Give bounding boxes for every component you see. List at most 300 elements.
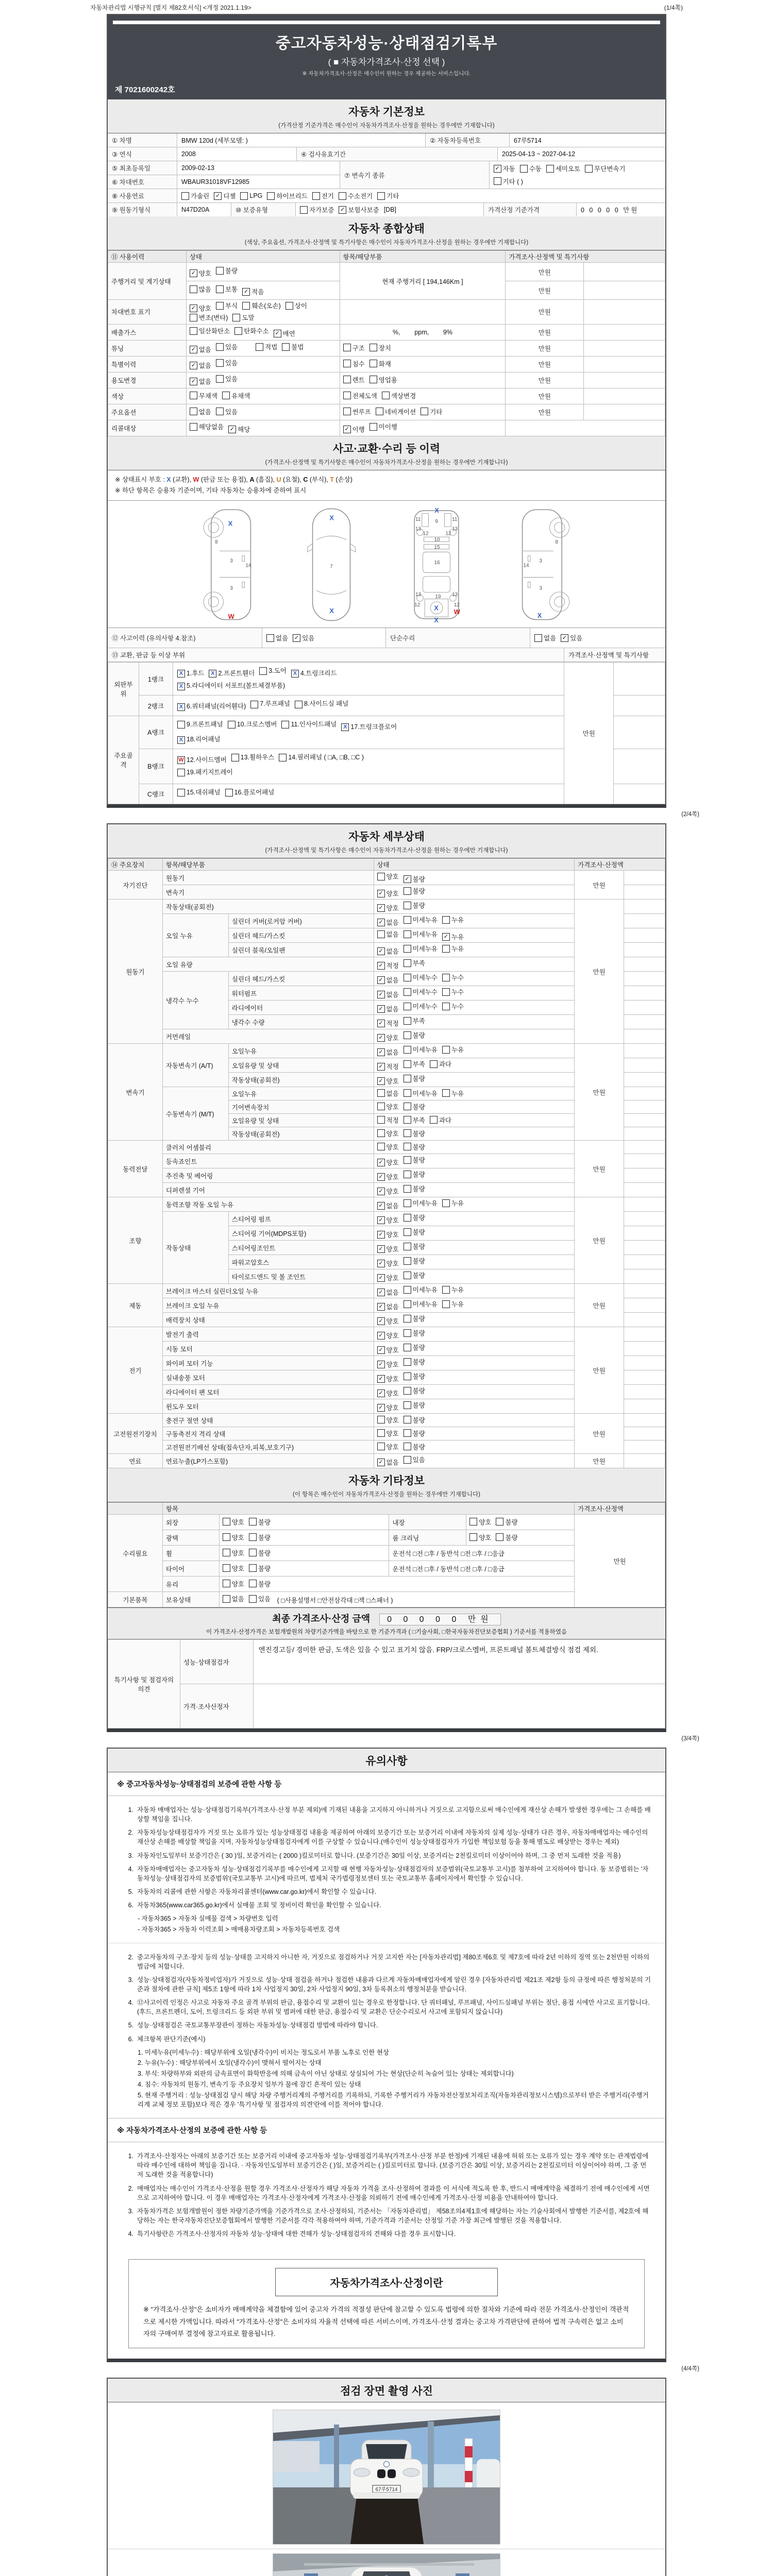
checkbox-icon[interactable] (469, 1533, 477, 1541)
panel-item[interactable] (250, 698, 290, 710)
checkbox-option[interactable] (377, 1076, 399, 1086)
checkbox-icon[interactable] (279, 754, 287, 761)
checkbox-option[interactable] (442, 944, 464, 953)
checkbox-icon[interactable]: ✓ (377, 1245, 385, 1253)
checkbox-option[interactable] (214, 191, 236, 200)
checkbox-icon[interactable] (216, 343, 224, 351)
checkbox-icon[interactable] (216, 408, 224, 415)
checkbox-icon[interactable] (242, 302, 250, 310)
checkbox-option[interactable] (223, 1533, 244, 1542)
checkbox-option[interactable] (377, 1115, 399, 1125)
checkbox-icon[interactable] (404, 1060, 411, 1068)
checkbox-option[interactable] (494, 177, 523, 186)
checkbox-icon[interactable] (377, 873, 385, 880)
checkbox-icon[interactable] (404, 887, 411, 895)
checkbox-option[interactable] (496, 1517, 517, 1527)
checkbox-option[interactable] (377, 961, 399, 970)
checkbox-icon[interactable] (256, 343, 263, 351)
checkbox-icon[interactable] (295, 701, 303, 708)
checkbox-option[interactable] (377, 872, 399, 881)
checkbox-icon[interactable] (421, 408, 428, 415)
checkbox-option[interactable] (382, 391, 416, 400)
checkbox-icon[interactable] (369, 344, 377, 351)
checkbox-icon[interactable]: ✓ (377, 1231, 385, 1239)
checkbox-option[interactable] (377, 1033, 399, 1042)
checkbox-icon[interactable] (281, 721, 289, 728)
checkbox-icon[interactable] (442, 1089, 450, 1097)
checkbox-icon[interactable] (404, 1103, 411, 1110)
checkbox-icon[interactable] (216, 359, 224, 367)
checkbox-icon[interactable] (534, 634, 542, 642)
checkbox-option[interactable] (377, 1089, 399, 1098)
checkbox-icon[interactable] (404, 902, 411, 909)
checkbox-option[interactable] (377, 946, 399, 956)
checkbox-icon[interactable] (249, 1518, 257, 1526)
checkbox-icon[interactable] (369, 376, 377, 383)
checkbox-icon[interactable] (442, 1046, 450, 1054)
checkbox-icon[interactable]: ✓ (377, 1077, 385, 1085)
checkbox-icon[interactable]: ✓ (377, 991, 385, 998)
checkbox-option[interactable] (228, 425, 250, 434)
checkbox-option[interactable] (377, 1302, 399, 1311)
checkbox-icon[interactable] (404, 1429, 411, 1437)
panel-item[interactable] (177, 701, 246, 713)
checkbox-icon[interactable] (216, 302, 224, 310)
checkbox-icon[interactable]: X (177, 703, 185, 711)
checkbox-option[interactable] (585, 164, 625, 173)
panel-item[interactable] (231, 752, 275, 764)
checkbox-option[interactable] (404, 944, 438, 953)
checkbox-option[interactable] (232, 313, 254, 322)
checkbox-icon[interactable] (382, 392, 390, 399)
checkbox-icon[interactable] (190, 392, 197, 399)
checkbox-option[interactable] (343, 425, 365, 434)
checkbox-icon[interactable]: ✓ (214, 192, 222, 200)
checkbox-option[interactable] (300, 205, 334, 214)
checkbox-option[interactable] (190, 326, 230, 335)
checkbox-icon[interactable] (343, 408, 351, 415)
checkbox-option[interactable] (404, 1270, 425, 1280)
checkbox-option[interactable] (190, 377, 211, 386)
checkbox-icon[interactable]: ✓ (190, 362, 197, 369)
checkbox-icon[interactable] (312, 192, 320, 200)
checkbox-icon[interactable]: ✓ (377, 1063, 385, 1071)
checkbox-icon[interactable]: ✓ (377, 1361, 385, 1368)
panel-item[interactable] (177, 767, 233, 779)
panel-item[interactable] (341, 721, 397, 734)
checkbox-option[interactable] (249, 1533, 271, 1542)
checkbox-option[interactable] (404, 1002, 438, 1011)
checkbox-option[interactable] (377, 1442, 399, 1451)
checkbox-icon[interactable]: X (291, 670, 299, 677)
checkbox-option[interactable] (369, 375, 397, 384)
checkbox-icon[interactable]: X (341, 723, 349, 731)
checkbox-icon[interactable] (222, 392, 230, 399)
checkbox-option[interactable] (274, 329, 295, 338)
checkbox-option[interactable] (421, 407, 442, 416)
checkbox-icon[interactable] (223, 1518, 230, 1526)
checkbox-option[interactable] (377, 1388, 399, 1398)
checkbox-icon[interactable] (216, 375, 224, 383)
checkbox-option[interactable] (377, 1458, 399, 1467)
checkbox-icon[interactable]: X (177, 670, 185, 677)
checkbox-icon[interactable] (404, 1329, 411, 1337)
checkbox-icon[interactable]: ✓ (377, 1404, 385, 1412)
checkbox-option[interactable] (181, 191, 209, 200)
checkbox-icon[interactable] (190, 423, 197, 431)
checkbox-option[interactable] (216, 284, 238, 294)
checkbox-option[interactable] (404, 1115, 425, 1125)
checkbox-option[interactable] (404, 1155, 425, 1164)
checkbox-icon[interactable] (249, 1595, 257, 1603)
checkbox-icon[interactable] (404, 1089, 411, 1097)
checkbox-option[interactable] (216, 301, 238, 310)
checkbox-icon[interactable]: ✓ (293, 634, 300, 642)
panel-item[interactable] (279, 752, 364, 764)
checkbox-icon[interactable] (250, 701, 258, 708)
checkbox-icon[interactable] (404, 916, 411, 924)
checkbox-icon[interactable]: ✓ (190, 346, 197, 353)
checkbox-option[interactable] (267, 191, 307, 200)
checkbox-option[interactable] (442, 987, 464, 996)
checkbox-icon[interactable] (240, 192, 248, 200)
checkbox-option[interactable] (223, 1517, 244, 1527)
checkbox-icon[interactable] (339, 192, 346, 200)
checkbox-option[interactable] (343, 375, 365, 384)
checkbox-icon[interactable] (377, 1089, 385, 1097)
checkbox-option[interactable] (404, 901, 425, 910)
checkbox-icon[interactable]: ✓ (377, 919, 385, 926)
checkbox-icon[interactable] (404, 1031, 411, 1039)
checkbox-icon[interactable] (190, 314, 197, 321)
checkbox-icon[interactable]: ✓ (377, 1317, 385, 1325)
checkbox-icon[interactable]: ✓ (377, 976, 385, 984)
checkbox-icon[interactable] (520, 165, 528, 173)
checkbox-option[interactable] (404, 1285, 438, 1294)
checkbox-option[interactable] (404, 915, 438, 924)
checkbox-option[interactable] (377, 1403, 399, 1412)
checkbox-icon[interactable] (223, 1595, 230, 1603)
checkbox-icon[interactable]: X (209, 670, 216, 677)
checkbox-icon[interactable]: ✓ (442, 933, 450, 941)
checkbox-option[interactable] (377, 1201, 399, 1210)
checkbox-icon[interactable] (300, 206, 308, 214)
panel-item[interactable] (177, 680, 285, 692)
checkbox-icon[interactable] (442, 974, 450, 981)
checkbox-icon[interactable]: ✓ (228, 426, 236, 433)
checkbox-icon[interactable] (404, 1075, 411, 1082)
checkbox-option[interactable] (190, 407, 211, 416)
checkbox-icon[interactable] (223, 1533, 230, 1541)
checkbox-icon[interactable] (442, 1003, 450, 1010)
checkbox-option[interactable] (404, 1059, 425, 1069)
checkbox-option[interactable] (249, 1594, 271, 1603)
checkbox-option[interactable] (339, 191, 373, 200)
checkbox-icon[interactable]: ✓ (377, 1048, 385, 1056)
checkbox-icon[interactable] (404, 1003, 411, 1010)
checkbox-option[interactable] (369, 343, 391, 352)
checkbox-icon[interactable]: ✓ (377, 947, 385, 955)
checkbox-option[interactable] (343, 391, 377, 400)
checkbox-option[interactable] (190, 303, 211, 313)
checkbox-icon[interactable] (404, 1286, 411, 1294)
checkbox-option[interactable] (377, 1004, 399, 1013)
checkbox-option[interactable] (404, 1089, 438, 1098)
checkbox-option[interactable] (234, 326, 268, 335)
checkbox-option[interactable] (377, 191, 399, 200)
checkbox-option[interactable] (223, 1548, 244, 1557)
checkbox-option[interactable] (377, 1172, 399, 1181)
checkbox-option[interactable] (430, 1059, 451, 1069)
checkbox-icon[interactable] (377, 1443, 385, 1450)
checkbox-option[interactable] (249, 1564, 271, 1573)
checkbox-option[interactable] (240, 192, 262, 200)
checkbox-icon[interactable]: ✓ (377, 1005, 385, 1013)
checkbox-option[interactable] (442, 1299, 464, 1309)
checkbox-icon[interactable] (404, 945, 411, 953)
panel-item[interactable] (177, 754, 227, 767)
checkbox-option[interactable] (404, 1016, 425, 1025)
checkbox-option[interactable] (404, 1442, 425, 1451)
checkbox-icon[interactable] (343, 360, 351, 367)
checkbox-option[interactable] (377, 1374, 399, 1383)
checkbox-icon[interactable] (404, 1171, 411, 1178)
checkbox-icon[interactable] (377, 1116, 385, 1124)
checkbox-option[interactable] (216, 374, 238, 383)
checkbox-option[interactable] (312, 191, 334, 200)
checkbox-icon[interactable] (404, 988, 411, 996)
checkbox-icon[interactable] (404, 1372, 411, 1380)
checkbox-icon[interactable]: ✓ (377, 1332, 385, 1340)
checkbox-icon[interactable]: ✓ (377, 1216, 385, 1224)
checkbox-icon[interactable] (404, 1156, 411, 1164)
checkbox-option[interactable] (520, 164, 542, 173)
checkbox-option[interactable] (216, 407, 238, 416)
checkbox-icon[interactable] (404, 1358, 411, 1366)
checkbox-option[interactable] (377, 1273, 399, 1282)
checkbox-icon[interactable] (343, 392, 351, 399)
checkbox-option[interactable] (469, 1517, 491, 1527)
checkbox-icon[interactable] (377, 1416, 385, 1423)
checkbox-option[interactable] (377, 889, 399, 898)
checkbox-option[interactable] (442, 915, 464, 924)
checkbox-icon[interactable] (404, 1046, 411, 1054)
checkbox-icon[interactable]: ✓ (242, 288, 250, 296)
checkbox-icon[interactable] (494, 177, 501, 185)
checkbox-option[interactable] (377, 990, 399, 999)
checkbox-option[interactable] (190, 391, 217, 400)
checkbox-icon[interactable] (282, 343, 290, 351)
checkbox-icon[interactable] (181, 192, 189, 200)
checkbox-option[interactable] (404, 958, 425, 968)
checkbox-option[interactable] (404, 1415, 425, 1425)
checkbox-icon[interactable] (404, 1300, 411, 1308)
checkbox-icon[interactable] (404, 1017, 411, 1025)
checkbox-icon[interactable]: ✓ (377, 1173, 385, 1181)
checkbox-option[interactable] (216, 358, 238, 367)
checkbox-icon[interactable]: ✓ (190, 304, 197, 312)
checkbox-icon[interactable] (404, 1228, 411, 1236)
checkbox-icon[interactable] (343, 376, 351, 383)
checkbox-icon[interactable] (285, 302, 293, 310)
checkbox-icon[interactable]: ✓ (377, 1188, 385, 1195)
checkbox-icon[interactable] (430, 1060, 438, 1068)
checkbox-icon[interactable] (404, 974, 411, 981)
checkbox-icon[interactable]: ✓ (377, 1034, 385, 1042)
checkbox-option[interactable] (377, 1158, 399, 1167)
checkbox-option[interactable] (404, 1170, 425, 1179)
checkbox-option[interactable] (377, 1244, 399, 1253)
checkbox-icon[interactable]: ✓ (377, 1303, 385, 1311)
checkbox-icon[interactable]: ✓ (377, 1020, 385, 1027)
checkbox-icon[interactable] (223, 1580, 230, 1587)
checkbox-option[interactable] (343, 407, 371, 416)
checkbox-icon[interactable] (404, 1185, 411, 1193)
panel-item[interactable] (295, 698, 348, 710)
checkbox-icon[interactable]: ✓ (190, 269, 197, 277)
checkbox-option[interactable] (249, 1517, 271, 1527)
panel-item[interactable] (291, 668, 337, 680)
checkbox-option[interactable] (377, 1230, 399, 1239)
checkbox-option[interactable] (249, 1548, 271, 1557)
checkbox-option[interactable] (266, 633, 288, 642)
checkbox-option[interactable] (190, 361, 211, 370)
checkbox-option[interactable] (282, 342, 304, 351)
checkbox-icon[interactable] (249, 1533, 257, 1541)
checkbox-option[interactable] (404, 1429, 425, 1438)
checkbox-icon[interactable] (249, 1549, 257, 1556)
checkbox-icon[interactable] (377, 1429, 385, 1437)
checkbox-option[interactable] (377, 903, 399, 912)
checkbox-icon[interactable] (404, 1387, 411, 1395)
checkbox-option[interactable] (285, 301, 307, 310)
checkbox-icon[interactable] (377, 930, 385, 938)
panel-item[interactable] (177, 787, 221, 799)
checkbox-option[interactable] (377, 1360, 399, 1369)
checkbox-icon[interactable] (430, 1116, 438, 1124)
checkbox-option[interactable] (256, 342, 277, 351)
checkbox-option[interactable] (404, 1400, 425, 1410)
panel-item[interactable] (177, 719, 223, 731)
checkbox-icon[interactable]: ✓ (377, 1375, 385, 1383)
checkbox-option[interactable] (377, 1062, 399, 1071)
checkbox-icon[interactable]: X (177, 736, 185, 744)
checkbox-icon[interactable] (190, 285, 197, 293)
checkbox-option[interactable] (404, 1045, 438, 1054)
checkbox-option[interactable] (404, 874, 425, 884)
checkbox-option[interactable] (377, 1316, 399, 1326)
checkbox-icon[interactable] (177, 769, 185, 776)
checkbox-option[interactable] (404, 1328, 425, 1337)
checkbox-option[interactable] (404, 1102, 425, 1111)
panel-item[interactable] (281, 719, 337, 731)
checkbox-option[interactable] (442, 1198, 464, 1208)
checkbox-icon[interactable] (469, 1518, 477, 1526)
checkbox-icon[interactable] (404, 1456, 411, 1464)
checkbox-icon[interactable] (216, 267, 224, 275)
checkbox-option[interactable] (404, 929, 438, 939)
checkbox-option[interactable] (377, 1129, 399, 1138)
checkbox-icon[interactable] (585, 165, 593, 173)
checkbox-option[interactable] (442, 1045, 464, 1054)
checkbox-option[interactable] (442, 1285, 464, 1294)
checkbox-option[interactable] (442, 932, 464, 941)
checkbox-icon[interactable] (228, 721, 236, 728)
checkbox-icon[interactable]: X (177, 683, 185, 690)
checkbox-icon[interactable] (369, 360, 377, 367)
checkbox-option[interactable] (404, 1314, 425, 1323)
checkbox-icon[interactable] (267, 192, 275, 200)
checkbox-icon[interactable] (546, 165, 554, 173)
checkbox-icon[interactable] (404, 1199, 411, 1207)
checkbox-icon[interactable] (377, 1129, 385, 1137)
checkbox-icon[interactable] (249, 1564, 257, 1572)
checkbox-option[interactable] (404, 1142, 425, 1151)
checkbox-icon[interactable] (216, 285, 224, 293)
checkbox-icon[interactable] (442, 988, 450, 996)
checkbox-icon[interactable]: ✓ (377, 1389, 385, 1397)
checkbox-icon[interactable] (442, 945, 450, 953)
checkbox-option[interactable] (404, 1184, 425, 1193)
checkbox-icon[interactable] (404, 1401, 411, 1409)
checkbox-icon[interactable]: ✓ (190, 378, 197, 385)
checkbox-option[interactable] (242, 301, 281, 310)
panel-item[interactable] (177, 668, 205, 680)
checkbox-option[interactable] (377, 975, 399, 985)
checkbox-icon[interactable] (404, 1143, 411, 1150)
checkbox-option[interactable] (190, 313, 228, 322)
checkbox-icon[interactable] (249, 1580, 257, 1587)
checkbox-option[interactable] (377, 1345, 399, 1354)
checkbox-icon[interactable] (404, 1116, 411, 1124)
checkbox-icon[interactable]: ✓ (561, 634, 568, 642)
checkbox-option[interactable] (216, 266, 238, 275)
checkbox-option[interactable] (377, 1287, 399, 1297)
checkbox-icon[interactable] (343, 344, 351, 351)
checkbox-option[interactable] (222, 391, 250, 400)
checkbox-icon[interactable] (377, 1143, 385, 1150)
checkbox-option[interactable] (190, 268, 211, 278)
checkbox-option[interactable] (442, 1002, 464, 1011)
checkbox-icon[interactable] (496, 1518, 503, 1526)
checkbox-icon[interactable] (404, 1129, 411, 1137)
checkbox-icon[interactable] (231, 754, 239, 761)
checkbox-icon[interactable]: ✓ (404, 875, 411, 883)
checkbox-icon[interactable] (234, 327, 242, 335)
checkbox-option[interactable] (377, 1429, 399, 1438)
checkbox-option[interactable] (404, 1256, 425, 1265)
checkbox-icon[interactable] (442, 916, 450, 924)
checkbox-icon[interactable] (404, 1315, 411, 1323)
checkbox-icon[interactable] (377, 192, 385, 200)
checkbox-option[interactable] (190, 422, 224, 431)
checkbox-icon[interactable] (259, 667, 267, 675)
checkbox-icon[interactable] (177, 721, 185, 728)
checkbox-option[interactable] (343, 343, 365, 352)
panel-item[interactable] (228, 719, 277, 731)
checkbox-option[interactable] (242, 287, 264, 296)
checkbox-option[interactable] (496, 1533, 517, 1542)
checkbox-icon[interactable] (223, 1564, 230, 1572)
checkbox-icon[interactable]: ✓ (377, 904, 385, 912)
checkbox-option[interactable] (404, 886, 425, 895)
checkbox-option[interactable] (377, 1102, 399, 1111)
checkbox-option[interactable] (404, 1371, 425, 1381)
checkbox-icon[interactable]: ✓ (377, 1346, 385, 1354)
checkbox-icon[interactable] (404, 1257, 411, 1265)
checkbox-icon[interactable] (404, 1344, 411, 1351)
checkbox-icon[interactable] (376, 408, 383, 415)
